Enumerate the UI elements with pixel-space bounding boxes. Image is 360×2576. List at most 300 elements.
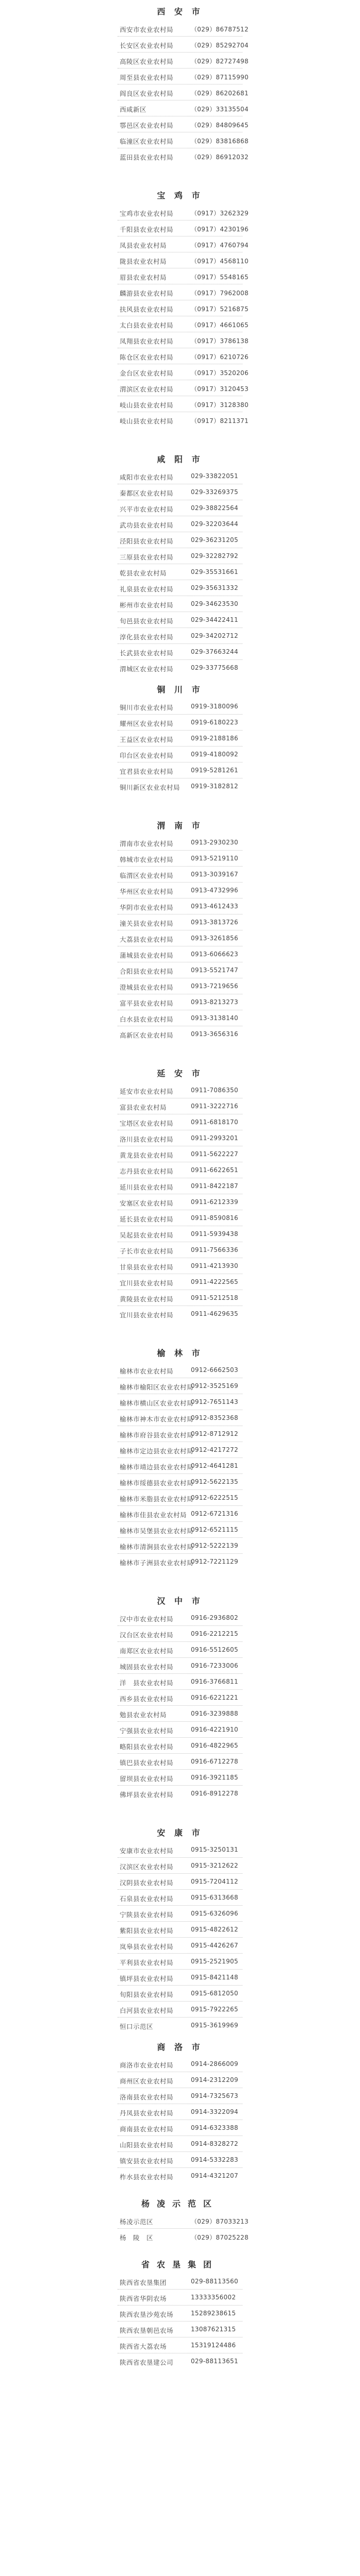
phone-number: 0914-3322094 (191, 2108, 238, 2115)
contact-row (0, 2152, 360, 2168)
phone-number: 0915-6326096 (191, 1910, 238, 1917)
phone-number: 0916-3766811 (191, 1678, 238, 1685)
contact-row (0, 1442, 360, 1458)
phone-number: 0914-2312209 (191, 2076, 238, 2083)
office-name: 丹凤县农业农村局 (120, 2109, 174, 2117)
office-name: 榆林市府谷县农业农村局 (120, 1431, 194, 1439)
office-name: 乾县农业农村局 (120, 569, 167, 577)
office-name: 兴平市农业农村局 (120, 505, 174, 513)
contact-row (0, 380, 360, 396)
phone-number: 0916-7233006 (191, 1662, 238, 1669)
phone-number: 0919-6180223 (191, 719, 238, 726)
phone-number: 0913-3656316 (191, 1030, 238, 1038)
contact-row (0, 221, 360, 236)
contact-row (0, 1658, 360, 1674)
phone-number: 0912-5222139 (191, 1542, 238, 1549)
contact-row (0, 1194, 360, 1210)
phone-number: 0913-3138140 (191, 1014, 238, 1022)
office-name: 金台区农业农村局 (120, 369, 174, 377)
phone-number: 0916-6221221 (191, 1694, 238, 1701)
contact-list (0, 1842, 360, 2033)
office-name: 汉阴县农业农村局 (120, 1879, 174, 1887)
office-name: 陕西农垦朝邑农场 (120, 2327, 174, 2334)
office-name: 渭滨区农业农村局 (120, 385, 174, 393)
contact-row (0, 1242, 360, 1258)
office-name: 榆林市米脂县农业农村局 (120, 1495, 194, 1503)
contact-row (0, 2337, 360, 2353)
office-name: 石泉县农业农村局 (120, 1895, 174, 1903)
phone-number: 0912-6222515 (191, 1494, 238, 1501)
phone-number: 0911-7566336 (191, 1246, 238, 1253)
office-name: 洛南县农业农村局 (120, 2093, 174, 2101)
phone-number: 0912-4641281 (191, 1462, 238, 1469)
office-name: 淳化县农业农村局 (120, 633, 174, 641)
office-name: 洋 县农业农村局 (120, 1679, 174, 1687)
phone-number: 13087621315 (191, 2326, 236, 2333)
contact-row (0, 2274, 360, 2290)
phone-number: （029）33135504 (191, 106, 249, 113)
contact-row (0, 53, 360, 69)
phone-number: 0911-5622227 (191, 1150, 238, 1158)
office-name: 渭城区农业农村局 (120, 665, 174, 673)
office-name: 甘泉县农业农村局 (120, 1263, 174, 1271)
office-name: 高陵区农业农村局 (120, 58, 174, 65)
section (0, 1824, 360, 2033)
contact-row (0, 332, 360, 348)
phone-number: 0915-3250131 (191, 1846, 238, 1853)
contact-row (0, 300, 360, 316)
phone-number: （0917）5216875 (191, 306, 249, 313)
phone-number: （0917）4760794 (191, 242, 249, 249)
contact-row (0, 930, 360, 946)
office-name: 泾阳县农业农村局 (120, 537, 174, 545)
contact-row (0, 1458, 360, 1474)
office-name: 子长市农业农村局 (120, 1247, 174, 1255)
phone-number: （029）87025228 (191, 2234, 249, 2241)
contact-list (0, 2274, 360, 2369)
office-name: 彬州市农业农村局 (120, 601, 174, 609)
office-name: 勉县农业农村局 (120, 1711, 167, 1719)
phone-number: 029-32203644 (191, 520, 238, 528)
office-name: 宜川县农业农村局 (120, 1311, 174, 1319)
contact-row (0, 899, 360, 914)
office-name: 杨 陵 区 (120, 2234, 154, 2242)
office-name: 旬阳县农业农村局 (120, 1991, 174, 1998)
contact-row (0, 1922, 360, 1938)
phone-number: 0912-7221129 (191, 1558, 238, 1565)
section (0, 187, 360, 428)
contact-row (0, 835, 360, 851)
contact-row (0, 1226, 360, 1242)
contact-row (0, 1410, 360, 1426)
section (0, 1065, 360, 1322)
contact-row (0, 1362, 360, 1378)
section (0, 2256, 360, 2369)
contact-row (0, 500, 360, 516)
contact-row (0, 2120, 360, 2136)
phone-number: 0919-3180096 (191, 703, 238, 710)
office-name: 咸阳市农业农村局 (120, 473, 174, 481)
phone-number: 0911-8590816 (191, 1214, 238, 1222)
phone-number: 0916-3239888 (191, 1710, 238, 1717)
office-name: 宁强县农业农村局 (120, 1727, 174, 1735)
office-name: 长武县农业农村局 (120, 649, 174, 657)
phone-number: 0915-6313668 (191, 1894, 238, 1901)
contact-row (0, 1082, 360, 1098)
contact-row (0, 1906, 360, 1922)
contact-row (0, 1098, 360, 1114)
office-name: 岐山县农业农村局 (120, 417, 174, 425)
office-name: 印台区农业农村局 (120, 752, 174, 759)
office-name: 陕西省农垦集团 (120, 2279, 167, 2286)
office-name: 志丹县农业农村局 (120, 1167, 174, 1175)
phone-number: 029-34202712 (191, 632, 238, 639)
contact-list (0, 1362, 360, 1570)
contact-list (0, 835, 360, 1042)
phone-number: 0911-6622651 (191, 1166, 238, 1174)
contact-row (0, 914, 360, 930)
office-name: 镇坪县农业农村局 (120, 1975, 174, 1982)
office-name: 太白县农业农村局 (120, 321, 174, 329)
section-gap (0, 1802, 360, 1824)
contact-row (0, 21, 360, 37)
contact-row (0, 644, 360, 660)
contact-row (0, 2056, 360, 2072)
phone-number: （0917）3786138 (191, 337, 249, 345)
phone-number: （029）83816868 (191, 138, 249, 145)
office-name: 高新区农业农村局 (120, 1031, 174, 1039)
contact-row (0, 69, 360, 84)
contact-row (0, 1506, 360, 1522)
contact-row (0, 2306, 360, 2321)
contact-row (0, 580, 360, 596)
contact-row (0, 205, 360, 221)
phone-number: 029-33775668 (191, 664, 238, 671)
contact-row (0, 1874, 360, 1890)
phone-number: （0917）4230196 (191, 226, 249, 233)
office-name: 榆林市农业农村局 (120, 1367, 174, 1375)
office-name: 陕西农垦沙苑农场 (120, 2311, 174, 2318)
office-name: 临潼区农业农村局 (120, 138, 174, 145)
office-name: 安康市农业农村局 (120, 1847, 174, 1855)
contact-row (0, 731, 360, 747)
contact-row (0, 1786, 360, 1802)
office-name: 铜川市农业农村局 (120, 704, 174, 711)
phone-number: 0911-5939438 (191, 1230, 238, 1238)
contact-row (0, 851, 360, 867)
contact-list (0, 699, 360, 794)
phone-number: 0911-8422187 (191, 1182, 238, 1190)
office-name: 礼泉县农业农村局 (120, 585, 174, 593)
phone-number: 0913-2930230 (191, 839, 238, 846)
office-name: 榆林市横山区农业农村局 (120, 1399, 194, 1407)
phone-number: 029-34422411 (191, 616, 238, 623)
contact-row (0, 1626, 360, 1642)
contact-row (0, 284, 360, 300)
contact-row (0, 1538, 360, 1554)
office-name: 陕西省农垦建公司 (120, 2359, 174, 2366)
contact-row (0, 1146, 360, 1162)
contact-row (0, 1130, 360, 1146)
office-name: 蒲城县农业农村局 (120, 952, 174, 959)
contact-row (0, 348, 360, 364)
section-title: 延 安 市 (157, 1069, 203, 1078)
phone-number: 0914-8328272 (191, 2140, 238, 2147)
contact-row (0, 1738, 360, 1754)
office-name: 杨凌示范区 (120, 2218, 154, 2226)
contact-row (0, 1010, 360, 1026)
phone-number: 0913-7219656 (191, 982, 238, 990)
section-title: 安 康 市 (157, 1828, 203, 1838)
phone-number: 0912-6721316 (191, 1510, 238, 1517)
phone-number: （0917）5548165 (191, 274, 249, 281)
contact-row (0, 1706, 360, 1722)
office-name: 合阳县农业农村局 (120, 968, 174, 975)
phone-number: （0917）3128380 (191, 401, 249, 409)
contact-row (0, 1306, 360, 1322)
contact-list (0, 21, 360, 164)
office-name: 宜君县农业农村局 (120, 768, 174, 775)
phone-number: 0916-3921185 (191, 1774, 238, 1781)
office-name: 南郑区农业农村局 (120, 1647, 174, 1655)
section-title: 宝 鸡 市 (157, 191, 203, 200)
section-gap (0, 1322, 360, 1345)
contact-row (0, 132, 360, 148)
phone-number: 0919-3182812 (191, 783, 238, 790)
phone-number: 0912-3525169 (191, 1382, 238, 1389)
phone-number: 0915-6812050 (191, 1990, 238, 1997)
office-name: 澄城县农业农村局 (120, 984, 174, 991)
phone-number: （0917）3262329 (191, 210, 249, 217)
section-gap (0, 164, 360, 187)
office-name: 吴起县农业农村局 (120, 1231, 174, 1239)
phone-number: 0916-2212215 (191, 1630, 238, 1637)
office-name: 镇巴县农业农村局 (120, 1759, 174, 1767)
contact-row (0, 1490, 360, 1506)
contact-row (0, 548, 360, 564)
office-name: 汉滨区农业农村局 (120, 1863, 174, 1871)
contact-row (0, 1394, 360, 1410)
contact-row (0, 699, 360, 715)
contact-row (0, 1178, 360, 1194)
office-name: 榆林市靖边县农业农村局 (120, 1463, 194, 1471)
contact-row (0, 628, 360, 644)
phone-number: 029-38822564 (191, 504, 238, 512)
contact-row (0, 1842, 360, 1858)
office-name: 延长县农业农村局 (120, 1215, 174, 1223)
contact-row (0, 612, 360, 628)
phone-number: 0914-4321207 (191, 2172, 238, 2179)
phone-number: 029-33822051 (191, 472, 238, 480)
phone-number: 0911-2993201 (191, 1134, 238, 1142)
contact-row (0, 1258, 360, 1274)
office-name: 镇安县农业农村局 (120, 2157, 174, 2165)
office-name: 西咸新区 (120, 106, 147, 113)
contact-row (0, 867, 360, 883)
contact-row (0, 1426, 360, 1442)
contact-row (0, 1770, 360, 1786)
office-name: 陇县农业农村局 (120, 258, 167, 265)
phone-number: （029）85292704 (191, 42, 249, 49)
phone-number: 13333356002 (191, 2294, 236, 2301)
office-name: 武功县农业农村局 (120, 521, 174, 529)
office-name: 鄠邑区农业农村局 (120, 122, 174, 129)
office-name: 山阳县农业农村局 (120, 2141, 174, 2149)
office-name: 阎良区农业农村局 (120, 90, 174, 97)
office-name: 岐山县农业农村局 (120, 401, 174, 409)
office-name: 洛川县农业农村局 (120, 1136, 174, 1143)
office-name: 富县农业农村局 (120, 1104, 167, 1111)
phone-number: 0911-4222565 (191, 1278, 238, 1285)
section (0, 2195, 360, 2245)
phone-number: 0913-5521747 (191, 967, 238, 974)
phone-number: 029-34623530 (191, 600, 238, 607)
office-name: 佛坪县农业农村局 (120, 1791, 174, 1799)
office-name: 榆林市绥德县农业农村局 (120, 1479, 194, 1487)
office-name: 陕西省华阴农场 (120, 2295, 167, 2302)
office-name: 宜川县农业农村局 (120, 1279, 174, 1287)
office-name: 榆林市清涧县农业农村局 (120, 1543, 194, 1551)
office-name: 白河县农业农村局 (120, 2007, 174, 2014)
office-name: 秦都区农业农村局 (120, 489, 174, 497)
phone-number: 0913-8213273 (191, 998, 238, 1006)
contact-row (0, 236, 360, 252)
section-title: 商 洛 市 (157, 2042, 203, 2052)
contact-row (0, 564, 360, 580)
section (0, 1592, 360, 1802)
contact-row (0, 1970, 360, 1986)
office-name: 黄龙县农业农村局 (120, 1151, 174, 1159)
section (0, 1345, 360, 1570)
phone-number: 0913-3813726 (191, 919, 238, 926)
contact-row (0, 268, 360, 284)
office-name: 宁陕县农业农村局 (120, 1911, 174, 1919)
office-name: 恒口示范区 (120, 2023, 154, 2030)
office-name: 白水县农业农村局 (120, 1015, 174, 1023)
office-name: 蓝田县农业农村局 (120, 154, 174, 161)
phone-number: 0914-5332283 (191, 2156, 238, 2163)
office-name: 延安市农业农村局 (120, 1088, 174, 1095)
office-name: 商南县农业农村局 (120, 2125, 174, 2133)
contact-row (0, 762, 360, 778)
contact-row (0, 532, 360, 548)
phone-number: 0911-6818170 (191, 1118, 238, 1126)
contact-row (0, 715, 360, 731)
office-name: 商洛市农业农村局 (120, 2061, 174, 2069)
office-name: 凤翔县农业农村局 (120, 337, 174, 345)
phone-number: （029）86202681 (191, 90, 249, 97)
phone-number: 0912-5622135 (191, 1478, 238, 1485)
phone-number: 0913-6066623 (191, 951, 238, 958)
contact-row (0, 1474, 360, 1490)
contact-row (0, 1210, 360, 1226)
phone-number: 0913-3261856 (191, 935, 238, 942)
office-name: 黄陵县农业农村局 (120, 1295, 174, 1303)
contact-row (0, 994, 360, 1010)
office-name: 大荔县农业农村局 (120, 936, 174, 943)
office-name: 柞水县农业农村局 (120, 2173, 174, 2181)
phone-number: （029）82727498 (191, 58, 249, 65)
contact-list (0, 2213, 360, 2245)
phone-number: 0916-6712278 (191, 1758, 238, 1765)
section-gap (0, 2369, 360, 2375)
phone-number: 0915-3619969 (191, 2022, 238, 2029)
phone-number: （0917）6210726 (191, 353, 249, 361)
section-title: 咸 阳 市 (157, 454, 203, 464)
office-name: 华州区农业农村局 (120, 888, 174, 895)
phone-number: 0916-5512605 (191, 1646, 238, 1653)
section-gap (0, 676, 360, 681)
contact-list (0, 1610, 360, 1802)
contact-row (0, 1954, 360, 1970)
office-name: 西安市农业农村局 (120, 26, 174, 33)
phone-number: 0911-4213930 (191, 1262, 238, 1269)
phone-number: 0912-7651143 (191, 1398, 238, 1405)
contact-row (0, 1378, 360, 1394)
phone-number: 029-88113560 (191, 2278, 238, 2285)
contact-row (0, 1290, 360, 1306)
office-name: 韩城市农业农村局 (120, 856, 174, 863)
contact-row (0, 364, 360, 380)
phone-number: 0915-3212622 (191, 1862, 238, 1869)
office-name: 紫阳县农业农村局 (120, 1927, 174, 1935)
contact-row (0, 660, 360, 676)
phone-number: （029）86787512 (191, 26, 249, 33)
contact-row (0, 2002, 360, 2018)
contact-row (0, 1522, 360, 1538)
section (0, 3, 360, 164)
contact-row (0, 316, 360, 332)
phone-number: 15289238615 (191, 2310, 236, 2317)
phone-number: 0913-3039167 (191, 871, 238, 878)
section-title: 铜 川 市 (157, 685, 203, 694)
phone-number: 0915-7204112 (191, 1878, 238, 1885)
office-name: 西乡县农业农村局 (120, 1695, 174, 1703)
phone-number: 029-36231205 (191, 536, 238, 544)
contact-row (0, 1986, 360, 2002)
section (0, 817, 360, 1042)
office-name: 富平县农业农村局 (120, 999, 174, 1007)
phone-number: （0917）4568110 (191, 258, 249, 265)
contact-row (0, 883, 360, 899)
section-title: 杨凌示范区 (141, 2199, 219, 2209)
phone-number: 0912-6521115 (191, 1526, 238, 1533)
phone-number: 029-37663244 (191, 648, 238, 655)
office-name: 华阴市农业农村局 (120, 904, 174, 911)
contact-row (0, 2072, 360, 2088)
section-title: 西 安 市 (157, 7, 203, 16)
phone-number: 029-35531661 (191, 568, 238, 575)
section (0, 2039, 360, 2184)
phone-number: 0916-4822965 (191, 1742, 238, 1749)
section-title: 榆 林 市 (157, 1348, 203, 1358)
contact-row (0, 252, 360, 268)
contact-row (0, 1938, 360, 1954)
phone-number: 0914-2866009 (191, 2060, 238, 2067)
contact-row (0, 516, 360, 532)
contact-list (0, 205, 360, 428)
contact-row (0, 1754, 360, 1770)
contact-row (0, 2229, 360, 2245)
contact-row (0, 1690, 360, 1706)
contact-row (0, 2088, 360, 2104)
contact-row (0, 84, 360, 100)
section-gap (0, 2184, 360, 2195)
phone-number: 0915-7922265 (191, 2006, 238, 2013)
office-name: 旬邑县农业农村局 (120, 617, 174, 625)
office-name: 陕西省大荔农场 (120, 2343, 167, 2350)
office-name: 留坝县农业农村局 (120, 1775, 174, 1783)
